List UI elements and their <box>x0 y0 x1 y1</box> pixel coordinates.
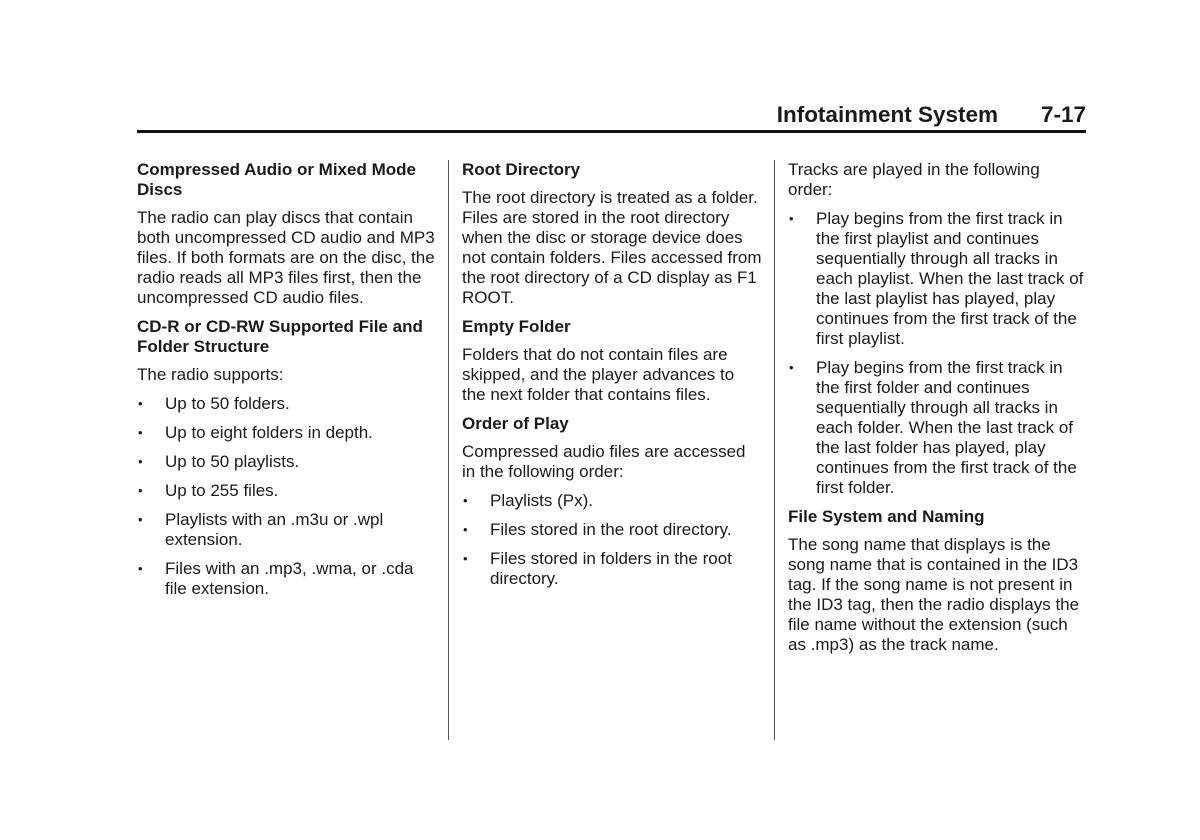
list-item-text: Files with an .mp3, .wma, or .cda file extension. <box>165 559 414 598</box>
list-item <box>788 358 1086 498</box>
column-divider <box>774 160 775 740</box>
bullet-list <box>137 394 437 599</box>
list-item <box>462 491 762 511</box>
bullet-icon: • <box>463 493 468 508</box>
list-item-text: Play begins from the first track in the first playlist and continues sequentially through all tracks in each playlist. When the last track of the last playlist has played, play continues from the first track of the first playlist. <box>816 209 1084 348</box>
paragraph: The root directory is treated as a folder. Files are stored in the root directory when the disc or storage device does not contain folders. Files accessed from the root directory of a CD display as F1 ROOT. <box>462 188 762 307</box>
list-item-text: Up to 255 files. <box>165 481 279 500</box>
heading-compressed-audio: Compressed Audio or Mixed Mode Discs <box>137 160 416 199</box>
section-title: Infotainment System <box>776 102 998 127</box>
column-divider <box>448 160 449 740</box>
bullet-list <box>788 209 1086 498</box>
heading-file-system-naming: File System and Naming <box>788 507 985 526</box>
list-item-text: Up to 50 folders. <box>165 394 290 413</box>
list-item <box>137 423 437 443</box>
list-item <box>462 520 762 540</box>
heading-order-of-play: Order of Play <box>462 414 569 433</box>
bullet-icon: • <box>138 483 143 498</box>
list-item <box>462 549 762 589</box>
list-item <box>137 481 437 501</box>
paragraph: The radio supports: <box>137 365 284 384</box>
heading-empty-folder: Empty Folder <box>462 317 571 336</box>
list-item-text: Up to eight folders in depth. <box>165 423 373 442</box>
bullet-icon: • <box>463 522 468 537</box>
bullet-icon: • <box>789 360 794 375</box>
bullet-icon: • <box>463 551 468 566</box>
list-item <box>137 452 437 472</box>
list-item-text: Playlists with an .m3u or .wpl extension. <box>165 510 384 549</box>
page-header <box>137 100 1086 133</box>
bullet-icon: • <box>138 561 143 576</box>
heading-root-directory: Root Directory <box>462 160 581 179</box>
list-item <box>137 559 437 599</box>
column-left <box>137 160 437 608</box>
list-item-text: Play begins from the first track in the first folder and continues sequentially through all tracks in each folder. When the last track of the last folder has played, play continues from the first track of the first folder. <box>816 358 1077 497</box>
list-item <box>137 510 437 550</box>
list-item-text: Files stored in the root directory. <box>490 520 732 539</box>
paragraph: Folders that do not contain files are skipped, and the player advances to the next folder that contains files. <box>462 345 735 404</box>
column-middle <box>462 160 762 598</box>
list-item <box>137 394 437 414</box>
paragraph: The song name that displays is the song name that is contained in the ID3 tag. If the song name is not present in the ID3 tag, then the radio displays the file name without the extension (such as .mp3) as the track name. <box>788 535 1080 654</box>
list-item-text: Playlists (Px). <box>490 491 593 510</box>
paragraph: The radio can play discs that contain both uncompressed CD audio and MP3 files. If both formats are on the disc, the radio reads all MP3 files first, then the uncompressed CD audio files. <box>137 208 435 307</box>
page-number: 7-17 <box>1040 102 1086 127</box>
bullet-icon: • <box>138 396 143 411</box>
bullet-icon: • <box>138 454 143 469</box>
bullet-icon: • <box>138 425 143 440</box>
column-right <box>788 160 1086 664</box>
heading-cd-r-structure: CD-R or CD-RW Supported File and Folder Structure <box>137 317 423 356</box>
bullet-icon: • <box>138 512 143 527</box>
list-item-text: Up to 50 playlists. <box>165 452 300 471</box>
bullet-list <box>462 491 762 589</box>
bullet-icon: • <box>789 211 794 226</box>
paragraph: Compressed audio files are accessed in the following order: <box>462 442 746 481</box>
list-item-text: Files stored in folders in the root directory. <box>490 549 732 588</box>
list-item <box>788 209 1086 349</box>
paragraph: Tracks are played in the following order: <box>788 160 1040 199</box>
